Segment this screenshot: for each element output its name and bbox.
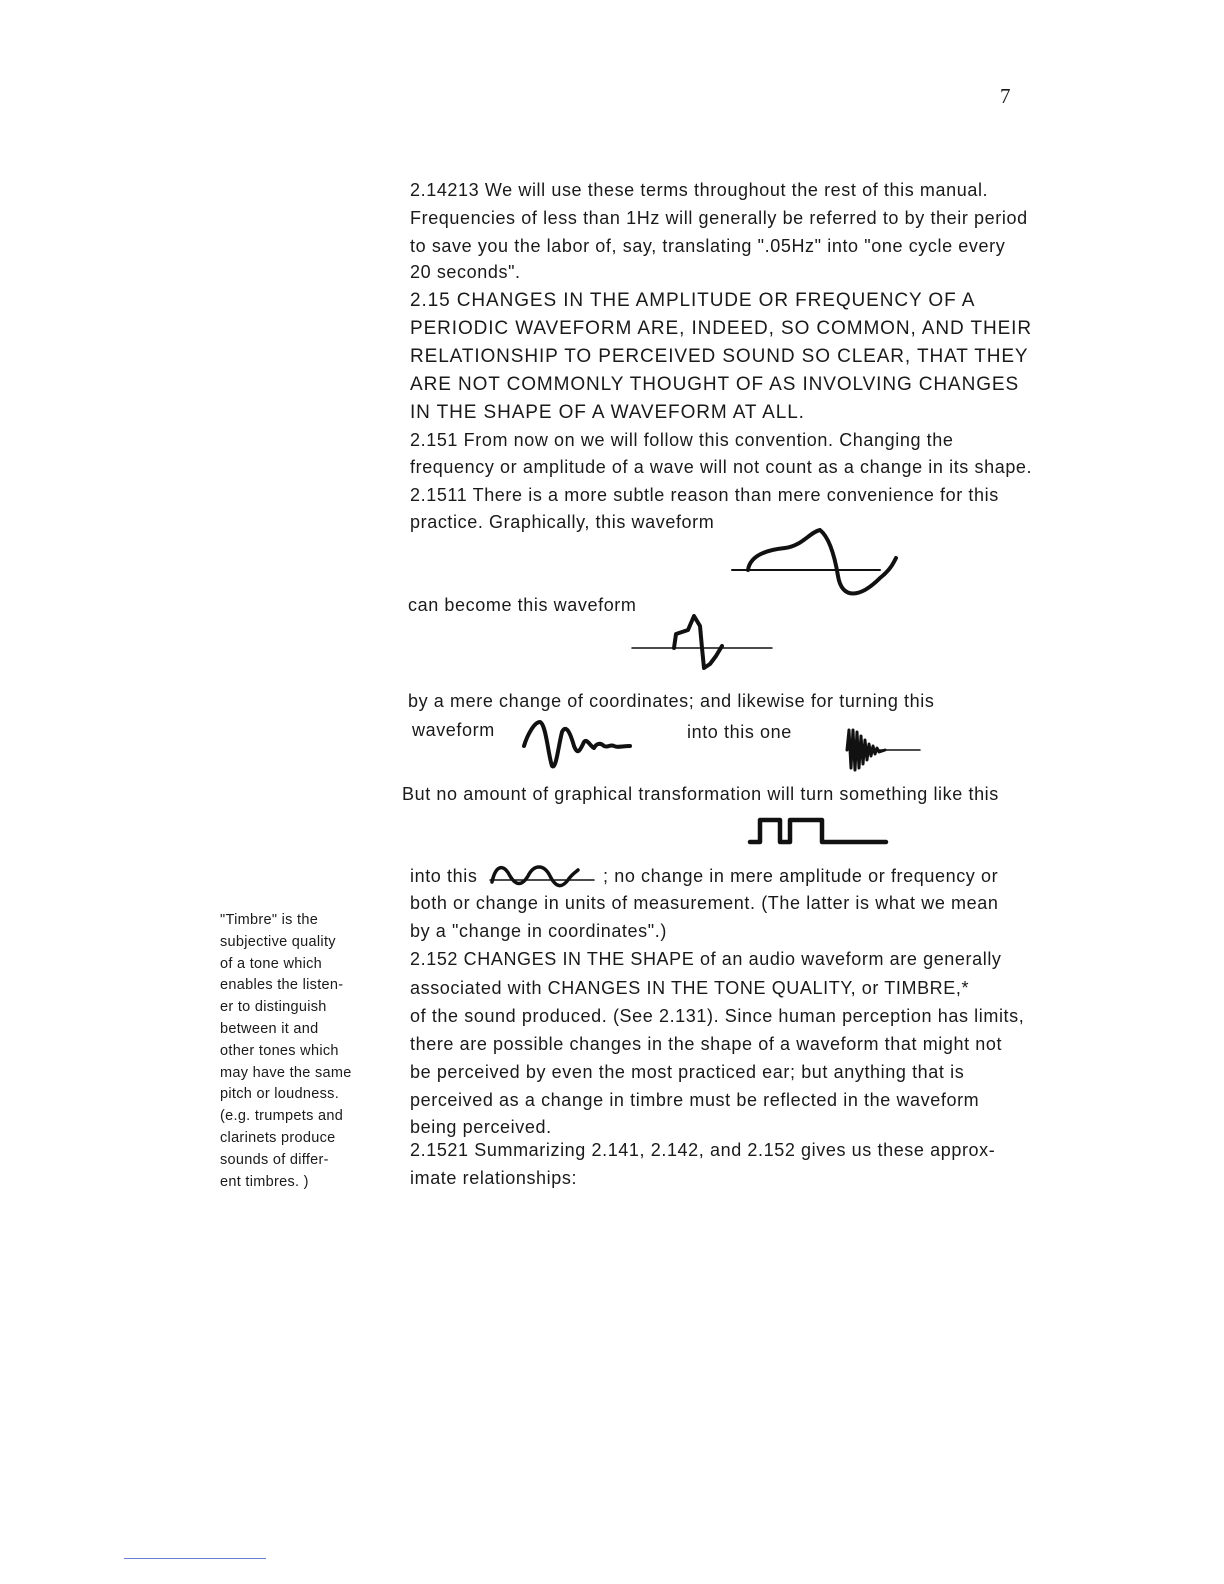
- sidenote-line: (e.g. trumpets and: [220, 1108, 344, 1125]
- page-number: 7: [1000, 84, 1011, 108]
- sidenote-line: er to distinguish: [220, 999, 327, 1016]
- smooth-waveform-icon: [730, 528, 900, 600]
- paragraph-2-1521-line: 2.1521 Summarizing 2.141, 2.142, and 2.152 gives us these approx-: [410, 1140, 996, 1160]
- sidenote-line: "Timbre" is the: [220, 912, 319, 928]
- heading-line: IN THE SHAPE OF A WAVEFORM AT ALL.: [410, 402, 805, 423]
- sidenote-line: sounds of differ-: [220, 1151, 329, 1168]
- square-waveform-icon: [748, 816, 893, 852]
- compressed-waveform-icon: [632, 612, 777, 674]
- sidenote-line: may have the same: [220, 1064, 352, 1081]
- sine-waveform-icon: [490, 862, 600, 890]
- paragraph-line: there are possible changes in the shape of a waveform that might not: [410, 1034, 1003, 1054]
- paragraph-line: 20 seconds".: [410, 262, 521, 282]
- paragraph-2-14213-line: 2.14213 We will use these terms throughout the rest of this manual.: [410, 180, 989, 200]
- timbre-sidenote: [220, 910, 390, 1193]
- paragraph-line: to save you the labor of, say, translating ".05Hz" into "one cycle every: [410, 236, 1006, 256]
- sidenote-line: of a tone which: [220, 955, 323, 972]
- paragraph-line: frequency or amplitude of a wave will not count as a change in its shape.: [410, 457, 1033, 477]
- footer-rule: [124, 1558, 266, 1559]
- paragraph-line: both or change in units of measurement. (The latter is what we mean: [410, 893, 999, 913]
- paragraph-line: by a mere change of coordinates; and likewise for turning this: [408, 691, 935, 711]
- paragraph-line: perceived as a change in timbre must be reflected in the waveform: [410, 1090, 980, 1110]
- heading-line: ARE NOT COMMONLY THOUGHT OF AS INVOLVING CHANGES: [410, 374, 1020, 395]
- compressed-damped-waveform-icon: [845, 724, 925, 776]
- paragraph-line: practice. Graphically, this waveform: [410, 512, 715, 532]
- paragraph-line: ; no change in mere amplitude or frequency or: [603, 866, 999, 886]
- sidenote-line: enables the listen-: [220, 977, 344, 994]
- paragraph-2-1511-line: 2.1511 There is a more subtle reason than mere convenience for this: [410, 485, 999, 505]
- paragraph-line: of the sound produced. (See 2.131). Since human perception has limits,: [410, 1006, 1025, 1026]
- paragraph-line: being perceived.: [410, 1117, 552, 1137]
- paragraph-line: But no amount of graphical transformation will turn something like this: [402, 784, 999, 804]
- heading-2-15-line: 2.15 CHANGES IN THE AMPLITUDE OR FREQUENCY OF A: [410, 290, 976, 311]
- paragraph-line: be perceived by even the most practiced ear; but anything that is: [410, 1062, 965, 1082]
- paragraph-line: into this: [410, 866, 478, 886]
- paragraph-2-151-line: 2.151 From now on we will follow this convention. Changing the: [410, 430, 954, 450]
- paragraph-line: Frequencies of less than 1Hz will generally be referred to by their period: [410, 208, 1028, 228]
- paragraph-line: imate relationships:: [410, 1168, 578, 1188]
- sidenote-line: clarinets produce: [220, 1129, 336, 1146]
- heading-line: RELATIONSHIP TO PERCEIVED SOUND SO CLEAR, THAT THEY: [410, 346, 1029, 367]
- sidenote-line: between it and: [220, 1020, 319, 1037]
- sidenote-line: ent timbres. ): [220, 1173, 309, 1190]
- paragraph-2-152-line: 2.152 CHANGES IN THE SHAPE of an audio waveform are generally: [410, 949, 1002, 969]
- waveform-label: into this one: [687, 722, 792, 742]
- damped-waveform-icon: [522, 718, 662, 772]
- paragraph-line: by a "change in coordinates".): [410, 921, 667, 941]
- waveform-label: waveform: [412, 720, 495, 740]
- paragraph-line: can become this waveform: [408, 595, 637, 615]
- sidenote-line: other tones which: [220, 1042, 339, 1059]
- sidenote-line: pitch or loudness.: [220, 1086, 340, 1103]
- sidenote-line: subjective quality: [220, 933, 336, 950]
- heading-line: PERIODIC WAVEFORM ARE, INDEED, SO COMMON, AND THEIR: [410, 318, 1032, 339]
- paragraph-line: associated with CHANGES IN THE TONE QUALITY, or TIMBRE,*: [410, 978, 970, 998]
